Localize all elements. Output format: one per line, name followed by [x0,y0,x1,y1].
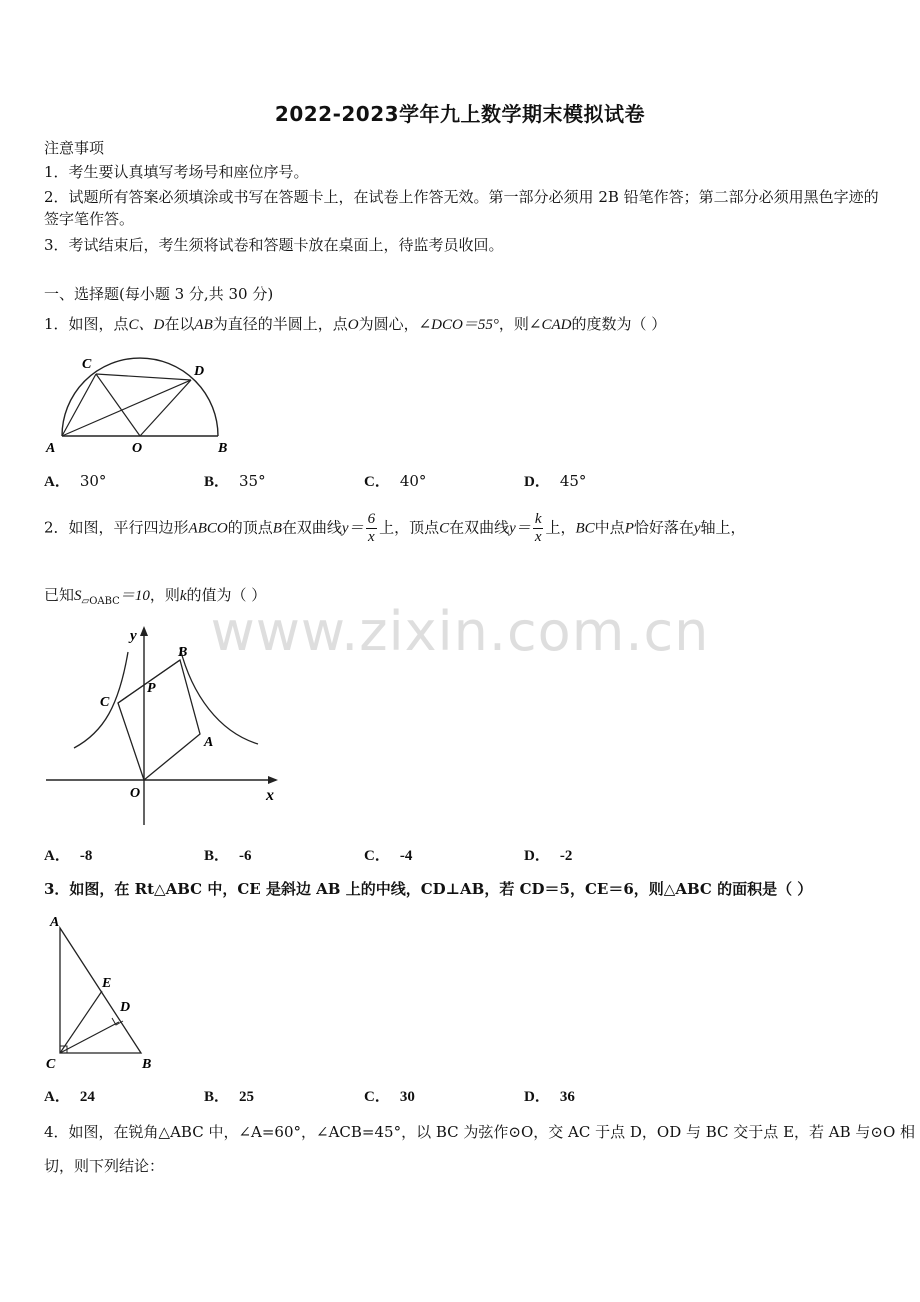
q1-semicircle-figure [44,350,244,460]
q3-option-d[interactable]: D． 36 [524,1089,575,1105]
q2-option-b[interactable]: B． -6 [204,848,252,864]
label-D: D [120,1000,131,1015]
note-item-1: 1．考生要认真填写考场号和座位序号。 [44,163,309,181]
label-B: B [142,1057,152,1072]
label-A: A [204,735,214,750]
q1-option-a[interactable]: A． 30° [44,472,107,490]
label-D: D [194,364,205,379]
label-O: O [132,441,143,456]
label-A: A [50,915,60,930]
fraction-k-over-x: $\frac{k}{x}$ [534,511,542,545]
fraction-6-over-x: $\frac{6}{x}$ [367,511,376,545]
label-B: B [178,645,188,660]
label-A: A [46,441,56,456]
question-2-stem-line2: 已知$S_{▱OABC}=10$，则k的值为（ ） [44,586,267,607]
q1-option-d[interactable]: D． 45° [524,472,587,490]
label-x: x [266,787,274,804]
q2-option-d[interactable]: D． -2 [524,848,573,864]
q3-option-a[interactable]: A． 24 [44,1089,95,1105]
label-B: B [218,441,228,456]
q1-option-c[interactable]: C． 40° [364,472,427,490]
page-title: 2022-2023学年九上数学期末模拟试卷 [274,102,646,126]
section-heading: 一、选择题(每小题 3 分,共 30 分) [44,285,274,303]
question-3-stem: 3．如图，在 Rt△ABC 中，CE 是斜边 AB 上的中线，CD⊥AB，若 CD＝5，CE＝6，则△ABC 的面积是（ ） [44,880,813,898]
question-1-stem: 1．如图，点C、D在以AB为直径的半圆上，点O为圆心，∠DCO＝55°，则∠CAD的度数为（ ） [44,315,667,333]
note-item-2: 2．试题所有答案必须填涂或书写在答题卡上，在试卷上作答无效。第一部分必须用 2B 铅笔作答；第二部分必须用黑色字迹的签字笔作答。 [44,188,879,228]
label-C: C [82,357,92,372]
q3-option-c[interactable]: C． 30 [364,1089,415,1105]
label-O: O [130,786,141,801]
q1-option-b[interactable]: B． 35° [204,472,266,490]
question-4-stem-line1: 4．如图，在锐角△ABC 中，∠A=60°，∠ACB=45°，以 BC 为弦作⊙O，交 AC 于点 D，OD 与 BC 交于点 E，若 AB 与⊙O 相 [44,1123,916,1141]
question-4-stem-line2: 切，则下列结论： [44,1157,165,1175]
q2-option-c[interactable]: C． -4 [364,848,413,864]
notes-heading: 注意事项 [44,139,105,157]
label-C: C [46,1057,56,1072]
note-item-3: 3．考试结束后，考生须将试卷和答题卡放在桌面上，待监考员收回。 [44,236,504,254]
q3-triangle-figure [44,910,174,1075]
label-E: E [102,976,112,991]
q2-option-a[interactable]: A． -8 [44,848,93,864]
label-C: C [100,695,110,710]
label-P: P [147,681,156,696]
question-2-stem-line1: 2．如图，平行四边形ABCO的顶点B在双曲线y＝ $\frac{6}{x}$ 上，顶点C在双曲线y＝ $\frac{k}{x}$ 上，BC中点P恰好落在y轴上， [44,511,746,545]
q3-option-b[interactable]: B． 25 [204,1089,255,1105]
watermark: www.zixin.com.cn [210,600,710,663]
label-y: y [130,628,137,644]
